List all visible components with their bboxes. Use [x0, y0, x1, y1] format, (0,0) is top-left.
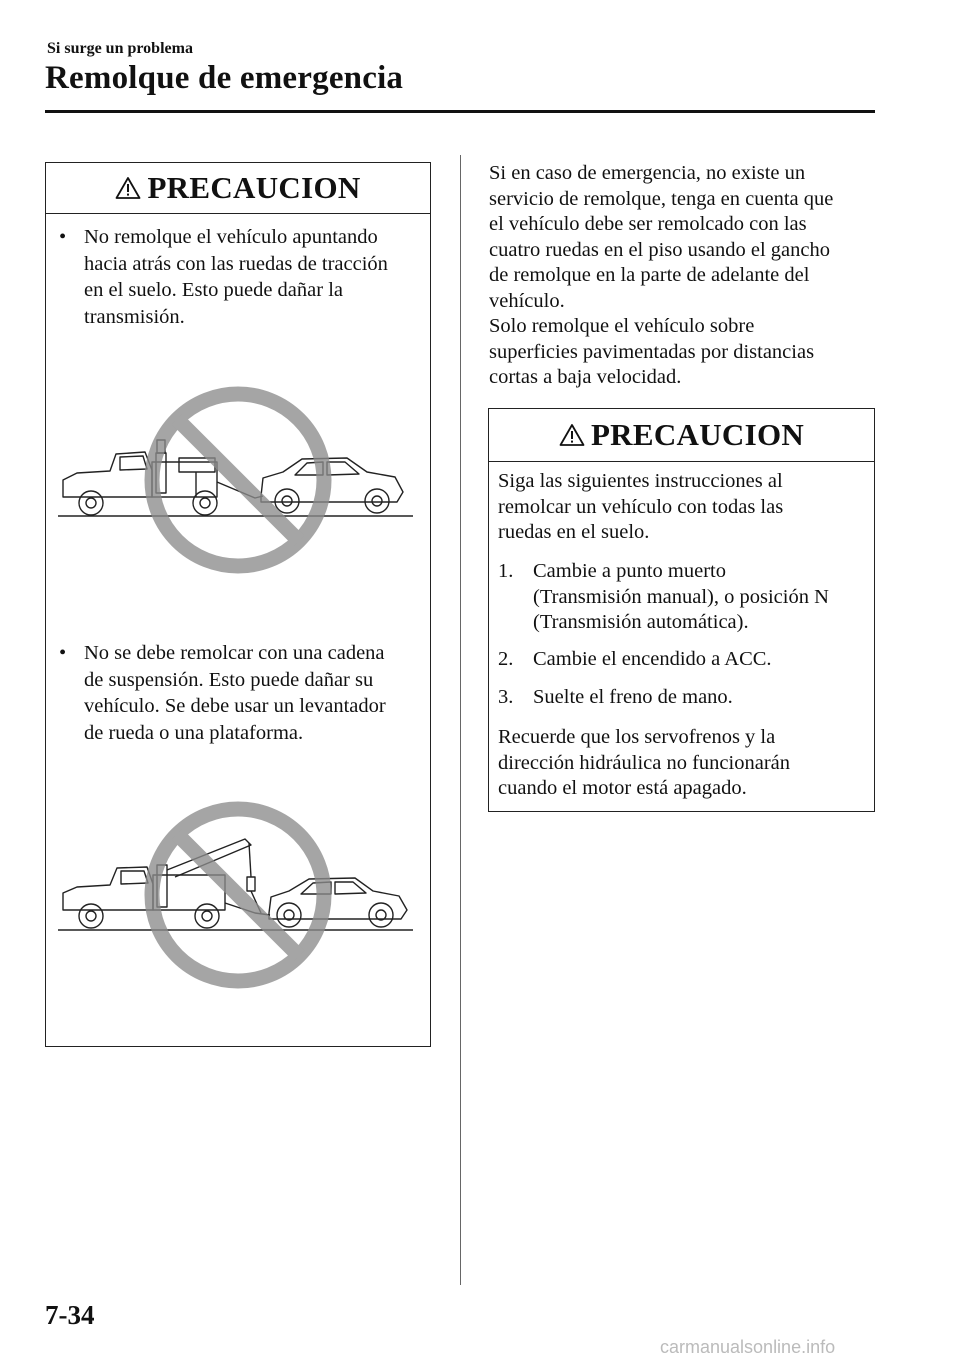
step-line: (Transmisión automática).: [533, 611, 749, 633]
tow-truck-illustration-1: [55, 380, 420, 580]
outro-line: dirección hidráulica no funcionarán: [498, 751, 790, 774]
step-line: Suelte el freno de mano.: [533, 686, 733, 708]
box-intro: [498, 469, 888, 546]
header-rule: [45, 110, 875, 113]
bullet-line: No se debe remolcar con una cadena: [84, 642, 385, 664]
bullet-line: hacia atrás con las ruedas de tracción: [84, 252, 388, 275]
paragraph-line: servicio de remolque, tenga en cuenta que: [489, 187, 834, 210]
step-line: Cambie el encendido a ACC.: [533, 648, 772, 670]
caution-header: [46, 163, 430, 214]
warning-triangle-icon: [115, 176, 141, 200]
bullet-line: de suspensión. Esto puede dañar su: [84, 668, 374, 691]
paragraph-line: superficies pavimentadas por distancias: [489, 340, 815, 363]
outro-line: cuando el motor está apagado.: [498, 777, 747, 799]
step-number: 2.: [498, 648, 514, 670]
bullet-line: de rueda o una plataforma.: [84, 721, 304, 744]
section-label: Si surge un problema: [47, 40, 193, 57]
step-item: [498, 559, 868, 636]
paragraph-line: vehículo.: [489, 289, 565, 312]
intro-line: remolcar un vehículo con todas las: [498, 495, 784, 518]
step-number: 1.: [498, 560, 514, 582]
paragraph-line: Solo remolque el vehículo sobre: [489, 315, 755, 337]
caution-header: [489, 409, 874, 462]
box-outro: [498, 725, 888, 802]
step-number: 3.: [498, 686, 514, 708]
intro-line: Siga las siguientes instrucciones al: [498, 470, 783, 492]
paragraph-line: cortas a baja velocidad.: [489, 366, 682, 388]
step-item: [498, 647, 868, 673]
warning-triangle-icon: [559, 423, 585, 447]
outro-line: Recuerde que los servofrenos y la: [498, 726, 776, 748]
paragraph-line: el vehículo debe ser remolcado con las: [489, 213, 807, 235]
column-divider: [460, 155, 461, 1285]
bullet-item: • No se debe remolcar con una cadena de suspensión. Esto puede dañar su vehículo. Se debe usar un levantador de rueda o una plataforma.: [59, 640, 386, 746]
page-title: Remolque de emergencia: [45, 60, 404, 96]
paragraph-line: Si en caso de emergencia, no existe un: [489, 162, 806, 184]
caution-heading: PRECAUCION: [590, 417, 805, 452]
paragraph-line: cuatro ruedas en el piso usando el gancho: [489, 238, 830, 261]
bullet-line: en el suelo. Esto puede dañar la: [84, 279, 344, 301]
caution-heading: PRECAUCION: [147, 170, 361, 205]
prohibited-sign-icon: [152, 809, 324, 981]
step-item: [498, 685, 868, 711]
step-line: (Transmisión manual), o posición N: [533, 585, 829, 608]
bullet-line: transmisión.: [84, 305, 185, 328]
bullet-line: No remolque el vehículo apuntando: [84, 226, 378, 248]
bullet-item: • No remolque el vehículo apuntando hacia atrás con las ruedas de tracción en el suelo. Esto puede dañar la transmisión.: [59, 224, 388, 330]
page-number: 7-34: [45, 1300, 95, 1330]
paragraph-line: de remolque en la parte de adelante del: [489, 264, 810, 286]
bullet-line: vehículo. Se debe usar un levantador: [84, 695, 386, 717]
step-line: Cambie a punto muerto: [533, 560, 726, 582]
intro-paragraph: [489, 161, 879, 391]
prohibited-sign-icon: [152, 394, 324, 566]
intro-line: ruedas en el suelo.: [498, 521, 650, 543]
watermark: carmanualsonline.info: [660, 1337, 836, 1357]
tow-truck-illustration-2: [55, 795, 420, 995]
